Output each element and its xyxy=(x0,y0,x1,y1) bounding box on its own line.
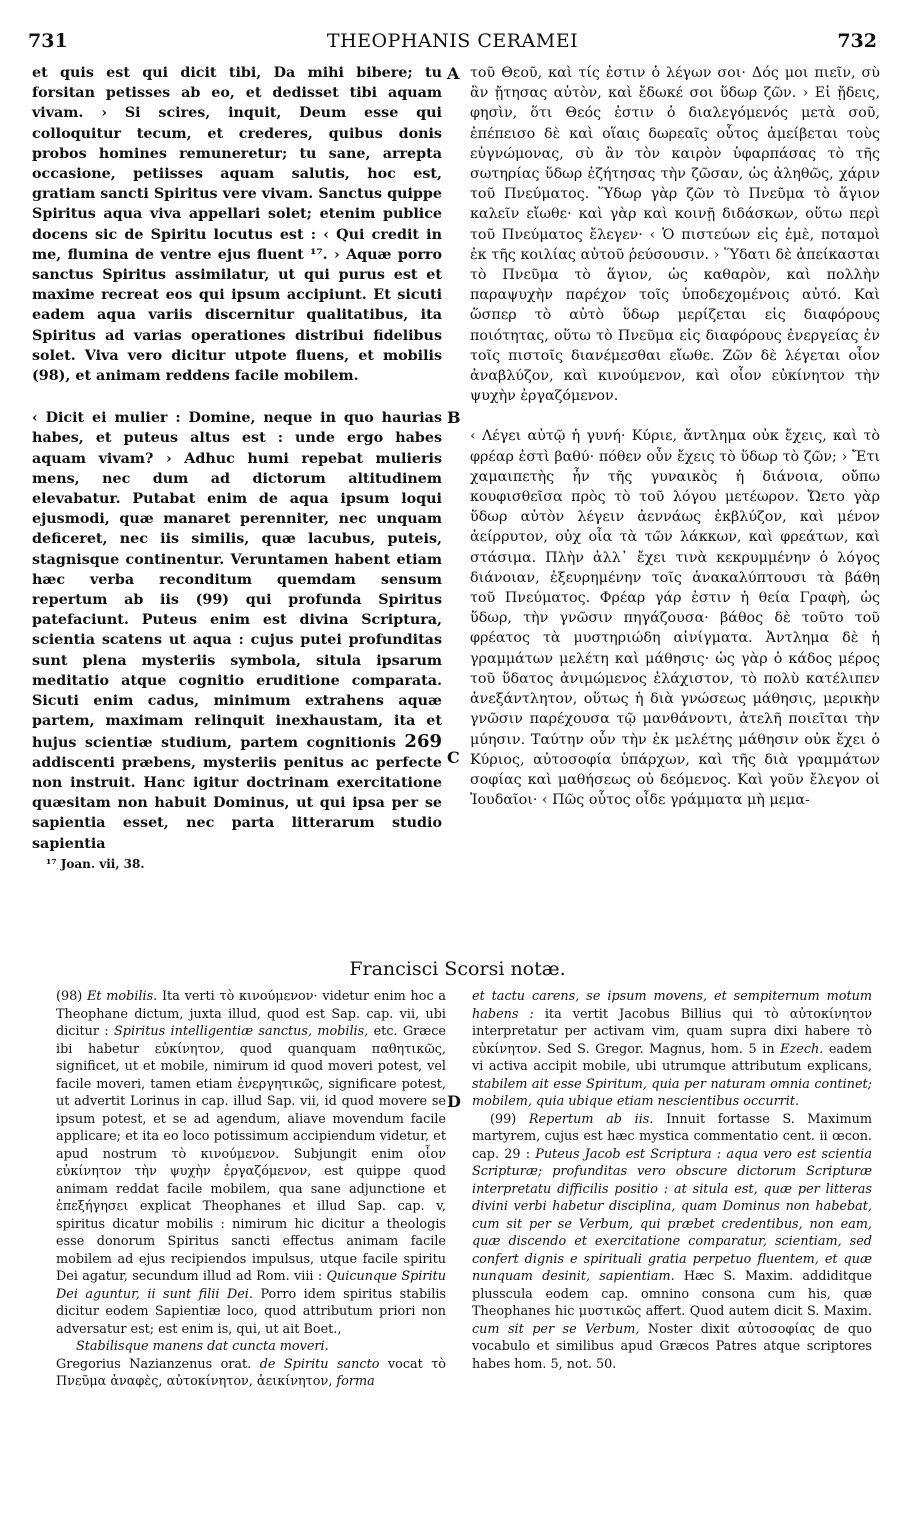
column-number: 269 xyxy=(404,730,442,752)
latin-paragraph-2 xyxy=(32,408,442,853)
greek-paragraph-2: ‹ Λέγει αὐτῷ ἡ γυνή· Κύριε, ἄντλημα οὐκ ἔχεις, καὶ τὸ φρέαρ ἐστὶ βαθύ· πόθεν οὖν ἔχεις τὸ ὕδωρ τὸ ζῶν; › Ἔτι χαμαιπετὴς ἦν τῆς γυναικὸς ἡ διάνοια, οὔπω κουφισθεῖσα πρὸς τὸ τοῦ λόγου μετέωρον. Ὤετο γὰρ ὕδωρ αὐτὸν λέγειν ἀεννάως ἐκβλύζον, καὶ μένον ἀείρρυτον, οὐχ οἷα τὰ τῶν λάκκων, καὶ φρεάτων, καὶ στάσιμα. Πλὴν ἀλλ᾿ ἔχει τινὰ κεκρυμμένην ὁ λόγος διάνοιαν, ἐξευρημένην τοῖς ἀνακαλύπτουσι τὰ βάθη τοῦ Πνεύματος. Φρέαρ γάρ ἐστιν ἡ θεία Γραφὴ, ὡς ὕδωρ, τὴν γνῶσιν πηγάζουσα· βάθος δὲ τοῦτο τοῦ φρέατος τὰ μυστηριώδη αἰνίγματα. Ἀντλημα δὲ ἡ γραμμάτων μελέτη καὶ μάθησις· ὡς γὰρ ὁ κάδος μέρος τοῦ ὕδατος ἀνιμώμενος ἐλάχιστον, τὸ πολὺ κατέλιπεν ἀνεξάντλητον, οὕτως ἡ διὰ γνώσεως μάθησις, μερικὴν γνῶσιν παρέχουσα τῷ μανθάνοντι, ἀτελῆ ποιεῖται τὴν μύησιν. Ταύτην οὖν τὴν ἐκ μελέτης μάθησιν οὐκ ἔχει ὁ Κύριος, αὐτοσοφία ὑπάρχων, καὶ τῆς διὰ γραμμάτων σοφίας καὶ μαθήσεως οὐ δεόμενος. Καὶ γοῦν ἔλεγον οἱ Ἰουδαῖοι· ‹ Πῶς οὗτος οἶδε γράμματα μὴ μεμα- xyxy=(470,428,880,809)
notes-right-column xyxy=(472,988,872,1373)
note-98-text: Ita verti τὸ κινούμενον· videtur enim hoc a Theophane dictum, juxta illud, quod est Sap. cap. vii, ubi dicitur : xyxy=(56,989,446,1039)
page-header xyxy=(28,30,877,56)
note-99-text-3: Noster dixit αὐτοσοφίας de quo vocabulo et similibus apud Græcos Patres atque scriptores habes hom. 5, not. 50. xyxy=(472,1321,872,1372)
note-99-lemma: Repertum ab iis. xyxy=(528,1111,654,1127)
note-98-continued xyxy=(56,1356,446,1391)
notes-left-column xyxy=(56,988,446,1391)
note-99-label: (99) xyxy=(490,1111,517,1127)
note-98-quote-4: de Spiritu sancto xyxy=(259,1356,380,1372)
greek-column xyxy=(470,63,880,810)
note-98-lemma: Et mobilis. xyxy=(87,989,158,1004)
note-98-cont-text-2: eadem vi activa accipit mobile, ubi utrumque attributum explicans, xyxy=(472,1041,872,1074)
greek-paragraph-1: τοῦ Θεοῦ, καὶ τίς ἐστιν ὁ λέγων σοι· Δός μοι πιεῖν, σὺ ἂν ᾔτησας αὐτὸν, καὶ ἔδωκέ σοι ὕδωρ ζῶν. › Εἰ ᾔδεις, φησὶν, ὅτι Θεός ἐστιν ὁ διαλεγόμενός μετὰ σοῦ, ἐπέπεισο δὲ καὶ οἵαις δωρεαῖς οὗτος ἀμείβεται τοὺς εὐγνώμονας, σὺ ἂν τὸν καιρὸν ὑφαρπάσας τὸ τῆς σωτηρίας ὕδωρ ἐζήτησας τὴν ζῶσαν, ὡς ἀληθῶς, χάριν τοῦ Πνεύματος. Ὕδωρ γὰρ ζῶν τὸ Πνεῦμα τὸ ἅγιον καλεῖν εἴωθε· καὶ γὰρ καὶ κοινῇ διδάσκων, οὕτω περὶ τοῦ Πνεύματος ἔλεγεν· ‹ Ὁ πιστεύων εἰς ἐμὲ, ποταμοὶ ἐκ τῆς κοιλίας αὐτοῦ ῥεύσουσιν. › Ὕδατι δὲ ἀπείκασται τὸ Πνεῦμα τὸ ἅγιον, ὡς καθαρὸν, καὶ πολλὴν παραψυχὴν παρέχον τοῖς ὑποδεχομένοις αὐτό. Καὶ ὥσπερ τὸ αὐτὸ ὕδωρ μερίζεται εἰς διαφόρους ποιότητας, οὕτω τὸ Πνεῦμα εἰς διαφόρους ἐνεργείας ἐν τοῖς πιστοῖς διανέμεσθαι εἴωθε. Ζῶν δὲ λέγεται οἷον ἀναβλύζον, καὶ κινούμενον, καὶ οἷον εὐκίνητον τὴν ψυχὴν ἐργαζόμενον. xyxy=(470,65,880,405)
note-98-quote-5: forma xyxy=(336,1374,375,1389)
note-99-quote-2: cum sit per se Verbum, xyxy=(472,1321,640,1337)
latin-column xyxy=(32,63,442,872)
note-98-right-continued xyxy=(472,988,872,1111)
note-98-cont-ezech: Ezech. xyxy=(780,1041,824,1057)
note-98 xyxy=(56,988,446,1338)
note-98-cont-quote: et tactu carens, se ipsum movens, et sempiternum motum habens : xyxy=(472,989,872,1022)
note-99-quote: Puteus Jacob est Scriptura : aqua vero est scientia Scripturæ; profunditas vero obscure dictorum Scripturæ interpretatu difficilis positio : at situla est, quæ per litteras divini verbi habetur disciplina, quam Dominus non habebat, cum sit per se Verbum, qui præbet credentibus, non eam, quæ discendo et exercitatione comparatur, scientiam, sed confert dignis e spirituali gratia perpetuo fluentem, et quæ nunquam desinit, sapientiam. xyxy=(472,1146,872,1284)
boethius-quote xyxy=(56,1338,446,1356)
note-98-quote-1: Spiritus intelligentiæ sanctus, mobilis, xyxy=(113,1024,369,1039)
margin-letter-c: C xyxy=(447,748,460,767)
latin-paragraph-2-part-b: addiscenti præbens, mysteriis penitus ac perfecte non instruit. Hanc igitur doctrinam exercitatione quæsitam non habuit Dominus, ut qui ipsa per se sapientia esset, nec parta litterarum studio sapientia xyxy=(32,754,442,852)
note-98-text-2: etc. Græce ibi habetur εὐκίνητον, quod quanquam παθητικῶς, significet, ut et mobile, nimirum id quod moveri potest, vel facile moveri, tamen etiam ἐνεργητικῶς, significare potest, ut advertit Lorinus in cap. illud Sap. vii, id quod movere se ipsum potest, et se ad agendum, aliave movendum facile applicare; et ita eo loco potissimum accipiendum videtur, et apud nostrum τὸ κινούμενον. Subjungit enim οἷον εὐκίνητον τὴν ψυχὴν ἐργαζόμενον, est quippe quod animam reddat facile mobilem, qua sane adjunctione et ἐπεξήγησει explicat Theophanes et illud Sap. cap. v, spiritus dicatur mobilis : nimirum hic dicitur a theologis esse donorum Spiritus sancti effectus animam facile mobilem ad ejus recipiendos impulsus, utque facile spiritu Dei agatur, secundum illud ad Rom. viii : xyxy=(56,1024,446,1284)
right-page-number: 732 xyxy=(837,30,877,52)
note-98-text-5: vocat τὸ Πνεῦμα ἀναφὲς, αὐτοκίνητον, ἀεικίνητον, xyxy=(56,1356,446,1389)
note-99-text-2: Hæc S. Maxim. addiditque plusscula eodem cap. omnino consona cum his, quæ Theophanes hic μυστικῶς affert. Quod autem dicit S. Maxim. xyxy=(472,1269,872,1319)
note-98-quote-3: Stabilisque manens dat cuncta moveri. xyxy=(76,1339,329,1354)
note-99 xyxy=(472,1111,872,1374)
margin-letter-a: A xyxy=(447,64,460,83)
latin-paragraph-2-part-a: ‹ Dicit ei mulier : Domine, neque in quo haurias habes, et puteus altus est : unde ergo habes aquam vivam? › Adhuc humi repebat mulieris mens, nec dum ad dictorum altitudinem elevabatur. Putabat enim de aqua ipsum loqui ejusmodi, quæ manaret perenniter, nec unquam deficeret, nec iis similis, quæ lacubus, puteis, stagnisque continentur. Veruntamen habent etiam hæc verba reconditum quemdam sensum repertum ab iis (99) qui profunda Spiritus patefaciunt. Puteus enim est divina Scriptura, scientia scatens ut aqua : cujus putei profunditas sunt plena mysteriis symbola, situla ipsarum meditatio atque cognitio eruditione comparata. Sicuti enim cadus, minimum extrahens aquæ partem, maximam relinquit inexhaustam, ita et hujus scientiæ studium, partem cognitionis xyxy=(32,410,442,751)
latin-paragraph-1: et quis est qui dicit tibi, Da mihi bibere; tu forsitan petisses ab eo, et dedisset tibi aquam vivam. › Si scires, inquit, Deum esse qui colloquitur tecum, et crederes, quibus donis probos homines remuneretur; tu sane, arrepta occasione, petiisses aquam salutis, hoc est, gratiam sancti Spiritus vere vivam. Sanctus quippe Spiritus aqua viva appellari solet; etenim publice docens sic de Spiritu locutus est : ‹ Qui credit in me, flumina de ventre ejus fluent ¹⁷. › Aquæ porro sanctus Spiritus assimilatur, ut qui purus est et maxime recreat eos qui ipsum accipiunt. Et sicuti eadem aqua variis discernitur qualitatibus, ita Spiritus ad varias operationes distribui fidelibus solet. Viva vero dicitur utpote fluens, et mobilis (98), et animam reddens facile mobilem. xyxy=(32,65,442,385)
scripture-footnote: ¹⁷ Joan. vii, 38. xyxy=(46,856,145,871)
left-page-number: 731 xyxy=(28,30,68,52)
margin-letter-d: D xyxy=(447,1092,461,1111)
notes-title: Francisci Scorsi notæ. xyxy=(349,958,566,980)
note-99-text: Innuit fortasse S. Maximum martyrem, cujus est hæc mystica commentatio cent. ii œcon. cap. 29 : xyxy=(472,1111,872,1162)
note-98-label: (98) xyxy=(56,989,83,1004)
note-98-text-4: Gregorius Nazianzenus orat. xyxy=(56,1356,252,1372)
note-98-quote-2: Quicunque Spiritu Dei aguntur, ii sunt filii Dei. xyxy=(56,1269,446,1302)
note-98-text-3: Porro idem spiritus stabilis dicitur eodem Sapientiæ loco, quod attributum priori non adversatur est; est enim is, qui, ut ait Boet., xyxy=(56,1286,446,1337)
running-title: THEOPHANIS CERAMEI xyxy=(326,30,579,52)
note-98-cont-text: ita vertit Jacobus Billius qui τὸ αὐτοκίνητον interpretatur per activam vim, quam supra dixi habere τὸ εὐκίνητον. Sed S. Gregor. Magnus, hom. 5 in xyxy=(472,1006,872,1057)
note-98-cont-quote-2: stabilem ait esse Spiritum, quia per naturam omnia continet; mobilem, quia ubique etiam nescientibus occurrit. xyxy=(472,1076,872,1109)
margin-letter-b: B xyxy=(447,408,461,427)
